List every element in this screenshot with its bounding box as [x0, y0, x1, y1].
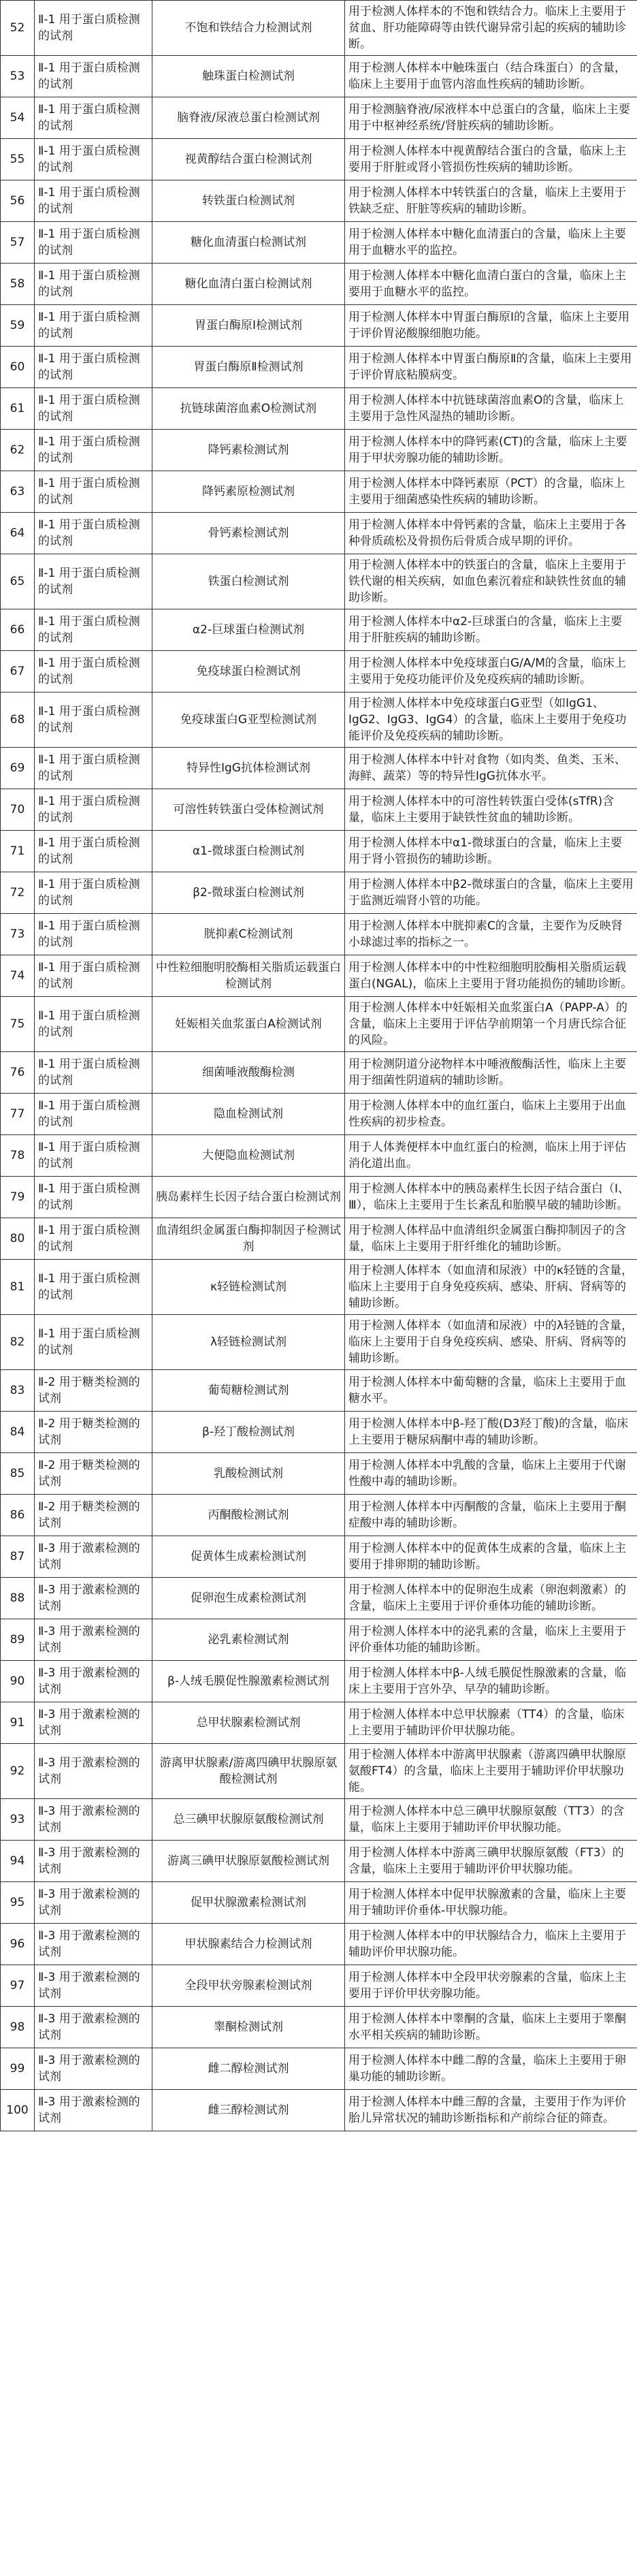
- product-name-cell: 骨钙素检测试剂: [152, 513, 345, 554]
- intended-use-cell: 用于检测人体样本中促甲状腺激素的含量，临床上主要用于辅助评价垂体-甲状腺功能。: [345, 1882, 637, 1924]
- product-name-cell: 甲状腺素结合力检测试剂: [152, 1924, 345, 1965]
- category-cell: Ⅱ-1 用于蛋白质检测的试剂: [35, 997, 152, 1052]
- table-row: [1, 1799, 637, 1841]
- intended-use-cell: 用于检测人体样本中妊娠相关血浆蛋白A（PAPP-A）的含量，临床上主要用于评估孕前期第一个月唐氏综合征的风险。: [345, 997, 637, 1052]
- intended-use-cell: 用于检测人体样本（如血清和尿液）中的λ轻链的含量，临床上主要用于自身免疫疾病、感染、肝病、肾病等的辅助诊断。: [345, 1315, 637, 1370]
- table-row: [1, 513, 637, 554]
- category-cell: Ⅱ-1 用于蛋白质检测的试剂: [35, 97, 152, 139]
- intended-use-cell: 用于检测人体样本中的甲状腺结合力，临床上主要用于辅助评价甲状腺功能。: [345, 1924, 637, 1965]
- product-name-cell: 细菌唾液酸酶检测: [152, 1052, 345, 1094]
- category-cell: Ⅱ-3 用于激素检测的试剂: [35, 1965, 152, 2007]
- table-row: [1, 1924, 637, 1965]
- category-cell: Ⅱ-3 用于激素检测的试剂: [35, 1744, 152, 1799]
- product-name-cell: 降钙素原检测试剂: [152, 471, 345, 513]
- row-number-cell: 54: [1, 97, 35, 139]
- product-name-cell: 游离三碘甲状腺原氨酸检测试剂: [152, 1841, 345, 1882]
- product-name-cell: 抗链球菌溶血素O检测试剂: [152, 388, 345, 430]
- product-name-cell: 不饱和铁结合力检测试剂: [152, 1, 345, 56]
- product-name-cell: β-羟丁酸检测试剂: [152, 1412, 345, 1453]
- intended-use-cell: 用于检测人体样本中的中性粒细胞明胶酶相关脂质运载蛋白(NGAL)，临床上主要用于肾功能损伤的辅助诊断。: [345, 955, 637, 997]
- table-row: [1, 1578, 637, 1619]
- product-name-cell: λ轻链检测试剂: [152, 1315, 345, 1370]
- category-cell: Ⅱ-1 用于蛋白质检测的试剂: [35, 831, 152, 872]
- product-name-cell: 触珠蛋白检测试剂: [152, 56, 345, 97]
- category-cell: Ⅱ-1 用于蛋白质检测的试剂: [35, 305, 152, 347]
- table-row: [1, 2007, 637, 2048]
- row-number-cell: 90: [1, 1661, 35, 1702]
- table-row: [1, 1177, 637, 1218]
- row-number-cell: 94: [1, 1841, 35, 1882]
- table-row: [1, 1661, 637, 1702]
- table-row: [1, 789, 637, 831]
- row-number-cell: 93: [1, 1799, 35, 1841]
- product-name-cell: 胃蛋白酶原Ⅰ检测试剂: [152, 305, 345, 347]
- row-number-cell: 62: [1, 430, 35, 471]
- row-number-cell: 73: [1, 914, 35, 955]
- table-row: [1, 693, 637, 748]
- reagent-table-body: [1, 1, 637, 2131]
- intended-use-cell: 用于检测人体样本中β2-微球蛋白的含量，临床上主要用于监测近端肾小管的功能。: [345, 872, 637, 914]
- row-number-cell: 59: [1, 305, 35, 347]
- row-number-cell: 66: [1, 609, 35, 651]
- intended-use-cell: 用于检测人体样本中糖化血清白蛋白的含量，临床上主要用于血糖水平的监控。: [345, 264, 637, 305]
- intended-use-cell: 用于检测人体样本中丙酮酸的含量，临床上主要用于酮症酸中毒的辅助诊断。: [345, 1495, 637, 1536]
- row-number-cell: 81: [1, 1260, 35, 1315]
- category-cell: Ⅱ-1 用于蛋白质检测的试剂: [35, 1135, 152, 1177]
- row-number-cell: 84: [1, 1412, 35, 1453]
- intended-use-cell: 用于检测人体样本中的促黄体生成素的含量，临床上主要用于排卵期的辅助诊断。: [345, 1536, 637, 1578]
- row-number-cell: 83: [1, 1370, 35, 1412]
- row-number-cell: 69: [1, 748, 35, 789]
- row-number-cell: 79: [1, 1177, 35, 1218]
- product-name-cell: 泌乳素检测试剂: [152, 1619, 345, 1661]
- product-name-cell: 促黄体生成素检测试剂: [152, 1536, 345, 1578]
- category-cell: Ⅱ-1 用于蛋白质检测的试剂: [35, 1052, 152, 1094]
- category-cell: Ⅱ-1 用于蛋白质检测的试剂: [35, 56, 152, 97]
- category-cell: Ⅱ-1 用于蛋白质检测的试剂: [35, 693, 152, 748]
- product-name-cell: 雌二醇检测试剂: [152, 2048, 345, 2090]
- table-row: [1, 1370, 637, 1412]
- row-number-cell: 80: [1, 1218, 35, 1260]
- row-number-cell: 87: [1, 1536, 35, 1578]
- category-cell: Ⅱ-3 用于激素检测的试剂: [35, 1924, 152, 1965]
- product-name-cell: 隐血检测试剂: [152, 1094, 345, 1135]
- category-cell: Ⅱ-1 用于蛋白质检测的试剂: [35, 789, 152, 831]
- table-row: [1, 1218, 637, 1260]
- table-row: [1, 997, 637, 1052]
- intended-use-cell: 用于检测人体样本中骨钙素的含量，临床上主要用于各种骨质疏松及骨损伤后骨质合成早期的评价。: [345, 513, 637, 554]
- category-cell: Ⅱ-1 用于蛋白质检测的试剂: [35, 513, 152, 554]
- table-row: [1, 1453, 637, 1495]
- product-name-cell: 胰岛素样生长因子结合蛋白检测试剂: [152, 1177, 345, 1218]
- intended-use-cell: 用于检测人体样本中的铁蛋白的含量，临床上主要用于铁代谢的相关疾病，如血色素沉着症和缺铁性贫血的辅助诊断。: [345, 554, 637, 609]
- category-cell: Ⅱ-2 用于糖类检测的试剂: [35, 1412, 152, 1453]
- category-cell: Ⅱ-1 用于蛋白质检测的试剂: [35, 554, 152, 609]
- intended-use-cell: 用于检测人体样本中针对食物（如肉类、鱼类、玉米、海鲜、蔬菜）等的特异性IgG抗体水平。: [345, 748, 637, 789]
- product-name-cell: 妊娠相关血浆蛋白A检测试剂: [152, 997, 345, 1052]
- table-row: [1, 1052, 637, 1094]
- category-cell: Ⅱ-2 用于糖类检测的试剂: [35, 1370, 152, 1412]
- intended-use-cell: 用于检测人体样本中的胰岛素样生长因子结合蛋白（Ⅰ、Ⅲ），临床上主要用于生长紊乱和胎膜早破的辅助诊断。: [345, 1177, 637, 1218]
- product-name-cell: 游离甲状腺素/游离四碘甲状腺原氨酸检测试剂: [152, 1744, 345, 1799]
- category-cell: Ⅱ-3 用于激素检测的试剂: [35, 2007, 152, 2048]
- table-row: [1, 139, 637, 180]
- row-number-cell: 78: [1, 1135, 35, 1177]
- intended-use-cell: 用于检测人体样本中免疫球蛋白G亚型（如IgG1、IgG2、IgG3、IgG4）的含量，临床上主要用于免疫功能评价及免疫疾病的辅助诊断。: [345, 693, 637, 748]
- row-number-cell: 85: [1, 1453, 35, 1495]
- row-number-cell: 60: [1, 347, 35, 388]
- product-name-cell: 促甲状腺激素检测试剂: [152, 1882, 345, 1924]
- category-cell: Ⅱ-1 用于蛋白质检测的试剂: [35, 139, 152, 180]
- category-cell: Ⅱ-1 用于蛋白质检测的试剂: [35, 651, 152, 693]
- table-row: [1, 1315, 637, 1370]
- product-name-cell: 全段甲状旁腺素检测试剂: [152, 1965, 345, 2007]
- product-name-cell: 糖化血清白蛋白检测试剂: [152, 264, 345, 305]
- intended-use-cell: 用于检测人体样本中葡萄糖的含量，临床上主要用于血糖水平。: [345, 1370, 637, 1412]
- category-cell: Ⅱ-3 用于激素检测的试剂: [35, 1702, 152, 1744]
- category-cell: Ⅱ-3 用于激素检测的试剂: [35, 1882, 152, 1924]
- intended-use-cell: 用于检测人体样本中的泌乳素的含量，临床上主要用于评价垂体功能的辅助诊断。: [345, 1619, 637, 1661]
- intended-use-cell: 用于检测人体样本中乳酸的含量，临床上主要用于代谢性酸中毒的辅助诊断。: [345, 1453, 637, 1495]
- table-row: [1, 1841, 637, 1882]
- intended-use-cell: 用于检测脑脊液/尿液样本中总蛋白的含量，临床上主要用于中枢神经系统/肾脏疾病的辅助诊断。: [345, 97, 637, 139]
- intended-use-cell: 用于检测人体样本（如血清和尿液）中的κ轻链的含量，临床上主要用于自身免疫疾病、感染、肝病、肾病等的辅助诊断。: [345, 1260, 637, 1315]
- category-cell: Ⅱ-1 用于蛋白质检测的试剂: [35, 222, 152, 264]
- table-row: [1, 914, 637, 955]
- row-number-cell: 71: [1, 831, 35, 872]
- row-number-cell: 100: [1, 2090, 35, 2131]
- row-number-cell: 56: [1, 180, 35, 222]
- table-row: [1, 831, 637, 872]
- table-row: [1, 609, 637, 651]
- intended-use-cell: 用于检测人体样本中α1-微球蛋白的含量，临床上主要用于肾小管损伤的辅助诊断。: [345, 831, 637, 872]
- intended-use-cell: 用于检测人体样本中抗链球菌溶血素O的含量，临床上主要用于急性风湿热的辅助诊断。: [345, 388, 637, 430]
- table-row: [1, 872, 637, 914]
- row-number-cell: 77: [1, 1094, 35, 1135]
- row-number-cell: 76: [1, 1052, 35, 1094]
- row-number-cell: 58: [1, 264, 35, 305]
- category-cell: Ⅱ-1 用于蛋白质检测的试剂: [35, 264, 152, 305]
- product-name-cell: 胱抑素C检测试剂: [152, 914, 345, 955]
- category-cell: Ⅱ-3 用于激素检测的试剂: [35, 2048, 152, 2090]
- category-cell: Ⅱ-1 用于蛋白质检测的试剂: [35, 1218, 152, 1260]
- product-name-cell: α2-巨球蛋白检测试剂: [152, 609, 345, 651]
- intended-use-cell: 用于检测人体样本中总甲状腺素（TT4）的含量，临床上主要用于辅助评价甲状腺功能。: [345, 1702, 637, 1744]
- row-number-cell: 92: [1, 1744, 35, 1799]
- table-row: [1, 97, 637, 139]
- table-row: [1, 1536, 637, 1578]
- table-row: [1, 1135, 637, 1177]
- intended-use-cell: 用于检测人体样本中β-人绒毛膜促性腺激素的含量，临床上主要用于宫外孕、早孕的辅助诊断。: [345, 1661, 637, 1702]
- row-number-cell: 64: [1, 513, 35, 554]
- intended-use-cell: 用于检测人体样本中视黄醇结合蛋白的含量，临床上主要用于肝脏或肾小管损伤性疾病的辅助诊断。: [345, 139, 637, 180]
- intended-use-cell: 用于检测人体样本中胃蛋白酶原Ⅱ的含量，临床上主要用于评价胃底粘膜病变。: [345, 347, 637, 388]
- row-number-cell: 57: [1, 222, 35, 264]
- intended-use-cell: 用于检测人体样本中降钙素原（PCT）的含量，临床上主要用于细菌感染性疾病的辅助诊断。: [345, 471, 637, 513]
- category-cell: Ⅱ-1 用于蛋白质检测的试剂: [35, 1094, 152, 1135]
- category-cell: Ⅱ-3 用于激素检测的试剂: [35, 1578, 152, 1619]
- category-cell: Ⅱ-1 用于蛋白质检测的试剂: [35, 1260, 152, 1315]
- intended-use-cell: 用于检测人体样本中α2-巨球蛋白的含量，临床上主要用于肝脏疾病的辅助诊断。: [345, 609, 637, 651]
- table-row: [1, 748, 637, 789]
- product-name-cell: 丙酮酸检测试剂: [152, 1495, 345, 1536]
- row-number-cell: 68: [1, 693, 35, 748]
- intended-use-cell: 用于检测人体样本中全段甲状旁腺素的含量，临床上主要用于评价甲状旁腺功能。: [345, 1965, 637, 2007]
- product-name-cell: 免疫球蛋白G亚型检测试剂: [152, 693, 345, 748]
- product-name-cell: 血清组织金属蛋白酶抑制因子检测试剂: [152, 1218, 345, 1260]
- category-cell: Ⅱ-1 用于蛋白质检测的试剂: [35, 347, 152, 388]
- product-name-cell: 糖化血清蛋白检测试剂: [152, 222, 345, 264]
- table-row: [1, 2048, 637, 2090]
- intended-use-cell: 用于检测人体样本中转铁蛋白的含量，临床上主要用于铁缺乏症、肝脏等疾病的辅助诊断。: [345, 180, 637, 222]
- category-cell: Ⅱ-3 用于激素检测的试剂: [35, 1799, 152, 1841]
- product-name-cell: 大便隐血检测试剂: [152, 1135, 345, 1177]
- table-row: [1, 1882, 637, 1924]
- table-row: [1, 1412, 637, 1453]
- category-cell: Ⅱ-3 用于激素检测的试剂: [35, 1619, 152, 1661]
- table-row: [1, 1, 637, 56]
- intended-use-cell: 用于检测人体样本中触珠蛋白（结合珠蛋白）的含量，临床上主要用于血管内溶血性疾病的辅助诊断。: [345, 56, 637, 97]
- category-cell: Ⅱ-1 用于蛋白质检测的试剂: [35, 180, 152, 222]
- intended-use-cell: 用于检测人体样本中总三碘甲状腺原氨酸（TT3）的含量，临床上主要用于辅助评价甲状腺功能。: [345, 1799, 637, 1841]
- row-number-cell: 99: [1, 2048, 35, 2090]
- row-number-cell: 91: [1, 1702, 35, 1744]
- intended-use-cell: 用于检测人体样本中游离甲状腺素（游离四碘甲状腺原氨酸FT4）的含量，临床上主要用于辅助评价甲状腺功能。: [345, 1744, 637, 1799]
- product-name-cell: 促卵泡生成素检测试剂: [152, 1578, 345, 1619]
- intended-use-cell: 用于检测人体样本中游离三碘甲状腺原氨酸（FT3）的含量，临床上主要用于辅助评价甲状腺功能。: [345, 1841, 637, 1882]
- table-row: [1, 955, 637, 997]
- table-row: [1, 305, 637, 347]
- intended-use-cell: 用于检测人体样品中血清组织金属蛋白酶抑制因子的含量，临床上主要用于肝纤维化的辅助诊断。: [345, 1218, 637, 1260]
- product-name-cell: κ轻链检测试剂: [152, 1260, 345, 1315]
- row-number-cell: 61: [1, 388, 35, 430]
- category-cell: Ⅱ-2 用于糖类检测的试剂: [35, 1495, 152, 1536]
- product-name-cell: 免疫球蛋白检测试剂: [152, 651, 345, 693]
- category-cell: Ⅱ-1 用于蛋白质检测的试剂: [35, 955, 152, 997]
- intended-use-cell: 用于检测人体样本中雌二醇的含量，临床上主要用于卵巢功能的辅助诊断。: [345, 2048, 637, 2090]
- row-number-cell: 89: [1, 1619, 35, 1661]
- table-row: [1, 347, 637, 388]
- row-number-cell: 65: [1, 554, 35, 609]
- product-name-cell: 转铁蛋白检测试剂: [152, 180, 345, 222]
- table-row: [1, 56, 637, 97]
- table-row: [1, 471, 637, 513]
- row-number-cell: 55: [1, 139, 35, 180]
- category-cell: Ⅱ-3 用于激素检测的试剂: [35, 1841, 152, 1882]
- row-number-cell: 96: [1, 1924, 35, 1965]
- product-name-cell: 总甲状腺素检测试剂: [152, 1702, 345, 1744]
- product-name-cell: α1-微球蛋白检测试剂: [152, 831, 345, 872]
- intended-use-cell: 用于检测人体样本中β-羟丁酸(D3羟丁酸)的含量，临床上主要用于糖尿病酮中毒的辅助诊断。: [345, 1412, 637, 1453]
- row-number-cell: 95: [1, 1882, 35, 1924]
- table-row: [1, 264, 637, 305]
- intended-use-cell: 用于检测人体样本中睾酮的含量，临床上主要用于睾酮水平相关疾病的辅助诊断。: [345, 2007, 637, 2048]
- row-number-cell: 82: [1, 1315, 35, 1370]
- category-cell: Ⅱ-1 用于蛋白质检测的试剂: [35, 872, 152, 914]
- intended-use-cell: 用于检测阴道分泌物样本中唾液酸酶活性，临床上主要用于细菌性阴道病的辅助诊断。: [345, 1052, 637, 1094]
- table-row: [1, 430, 637, 471]
- category-cell: Ⅱ-1 用于蛋白质检测的试剂: [35, 748, 152, 789]
- table-row: [1, 1260, 637, 1315]
- table-row: [1, 2090, 637, 2131]
- product-name-cell: 总三碘甲状腺原氨酸检测试剂: [152, 1799, 345, 1841]
- intended-use-cell: 用于检测人体样本中胱抑素C的含量，主要作为反映肾小球滤过率的指标之一。: [345, 914, 637, 955]
- table-row: [1, 1702, 637, 1744]
- intended-use-cell: 用于检测人体样本中的可溶性转铁蛋白受体(sTfR)含量，临床上主要用于缺铁性贫血的辅助诊断。: [345, 789, 637, 831]
- intended-use-cell: 用于人体粪便样本中血红蛋白的检测，临床上用于评估消化道出血。: [345, 1135, 637, 1177]
- product-name-cell: 乳酸检测试剂: [152, 1453, 345, 1495]
- product-name-cell: 铁蛋白检测试剂: [152, 554, 345, 609]
- product-name-cell: 可溶性转铁蛋白受体检测试剂: [152, 789, 345, 831]
- category-cell: Ⅱ-3 用于激素检测的试剂: [35, 1536, 152, 1578]
- category-cell: Ⅱ-2 用于糖类检测的试剂: [35, 1453, 152, 1495]
- product-name-cell: 雌三醇检测试剂: [152, 2090, 345, 2131]
- category-cell: Ⅱ-1 用于蛋白质检测的试剂: [35, 1315, 152, 1370]
- row-number-cell: 72: [1, 872, 35, 914]
- product-name-cell: 胃蛋白酶原Ⅱ检测试剂: [152, 347, 345, 388]
- category-cell: Ⅱ-1 用于蛋白质检测的试剂: [35, 1177, 152, 1218]
- category-cell: Ⅱ-3 用于激素检测的试剂: [35, 2090, 152, 2131]
- table-row: [1, 1619, 637, 1661]
- product-name-cell: β-人绒毛膜促性腺激素检测试剂: [152, 1661, 345, 1702]
- category-cell: Ⅱ-1 用于蛋白质检测的试剂: [35, 609, 152, 651]
- intended-use-cell: 用于检测人体样本的不饱和铁结合力。临床上主要用于贫血、肝功能障碍等由铁代谢异常引起的疾病的辅助诊断。: [345, 1, 637, 56]
- row-number-cell: 74: [1, 955, 35, 997]
- row-number-cell: 86: [1, 1495, 35, 1536]
- row-number-cell: 75: [1, 997, 35, 1052]
- row-number-cell: 67: [1, 651, 35, 693]
- table-row: [1, 651, 637, 693]
- table-row: [1, 222, 637, 264]
- intended-use-cell: 用于检测人体样本中的血红蛋白，临床上主要用于出血性疾病的初步检查。: [345, 1094, 637, 1135]
- table-row: [1, 1965, 637, 2007]
- table-row: [1, 388, 637, 430]
- table-row: [1, 1495, 637, 1536]
- table-row: [1, 554, 637, 609]
- row-number-cell: 88: [1, 1578, 35, 1619]
- category-cell: Ⅱ-3 用于激素检测的试剂: [35, 1661, 152, 1702]
- product-name-cell: 特异性IgG抗体检测试剂: [152, 748, 345, 789]
- category-cell: Ⅱ-1 用于蛋白质检测的试剂: [35, 388, 152, 430]
- product-name-cell: 中性粒细胞明胶酶相关脂质运载蛋白检测试剂: [152, 955, 345, 997]
- category-cell: Ⅱ-1 用于蛋白质检测的试剂: [35, 471, 152, 513]
- intended-use-cell: 用于检测人体样本中免疫球蛋白G/A/M的含量，临床上主要用于免疫功能评价及免疫疾病的辅助诊断。: [345, 651, 637, 693]
- intended-use-cell: 用于检测人体样本中的降钙素(CT)的含量，临床上主要用于甲状旁腺功能的辅助诊断。: [345, 430, 637, 471]
- row-number-cell: 70: [1, 789, 35, 831]
- row-number-cell: 52: [1, 1, 35, 56]
- category-cell: Ⅱ-1 用于蛋白质检测的试剂: [35, 430, 152, 471]
- row-number-cell: 98: [1, 2007, 35, 2048]
- row-number-cell: 53: [1, 56, 35, 97]
- category-cell: Ⅱ-1 用于蛋白质检测的试剂: [35, 1, 152, 56]
- table-row: [1, 180, 637, 222]
- product-name-cell: 视黄醇结合蛋白检测试剂: [152, 139, 345, 180]
- product-name-cell: β2-微球蛋白检测试剂: [152, 872, 345, 914]
- product-name-cell: 脑脊液/尿液总蛋白检测试剂: [152, 97, 345, 139]
- category-cell: Ⅱ-1 用于蛋白质检测的试剂: [35, 914, 152, 955]
- row-number-cell: 63: [1, 471, 35, 513]
- intended-use-cell: 用于检测人体样本中的促卵泡生成素（卵泡刺激素）的含量，临床上主要用于评价垂体功能的辅助诊断。: [345, 1578, 637, 1619]
- row-number-cell: 97: [1, 1965, 35, 2007]
- intended-use-cell: 用于检测人体样本中雌三醇的含量，主要用于作为评价胎儿异常状况的辅助诊断指标和产前综合征的筛查。: [345, 2090, 637, 2131]
- table-row: [1, 1744, 637, 1799]
- table-row: [1, 1094, 637, 1135]
- product-name-cell: 降钙素检测试剂: [152, 430, 345, 471]
- intended-use-cell: 用于检测人体样本中糖化血清蛋白的含量，临床上主要用于血糖水平的监控。: [345, 222, 637, 264]
- intended-use-cell: 用于检测人体样本中胃蛋白酶原Ⅰ的含量，临床上主要用于评价胃泌酸腺细胞功能。: [345, 305, 637, 347]
- product-name-cell: 睾酮检测试剂: [152, 2007, 345, 2048]
- product-name-cell: 葡萄糖检测试剂: [152, 1370, 345, 1412]
